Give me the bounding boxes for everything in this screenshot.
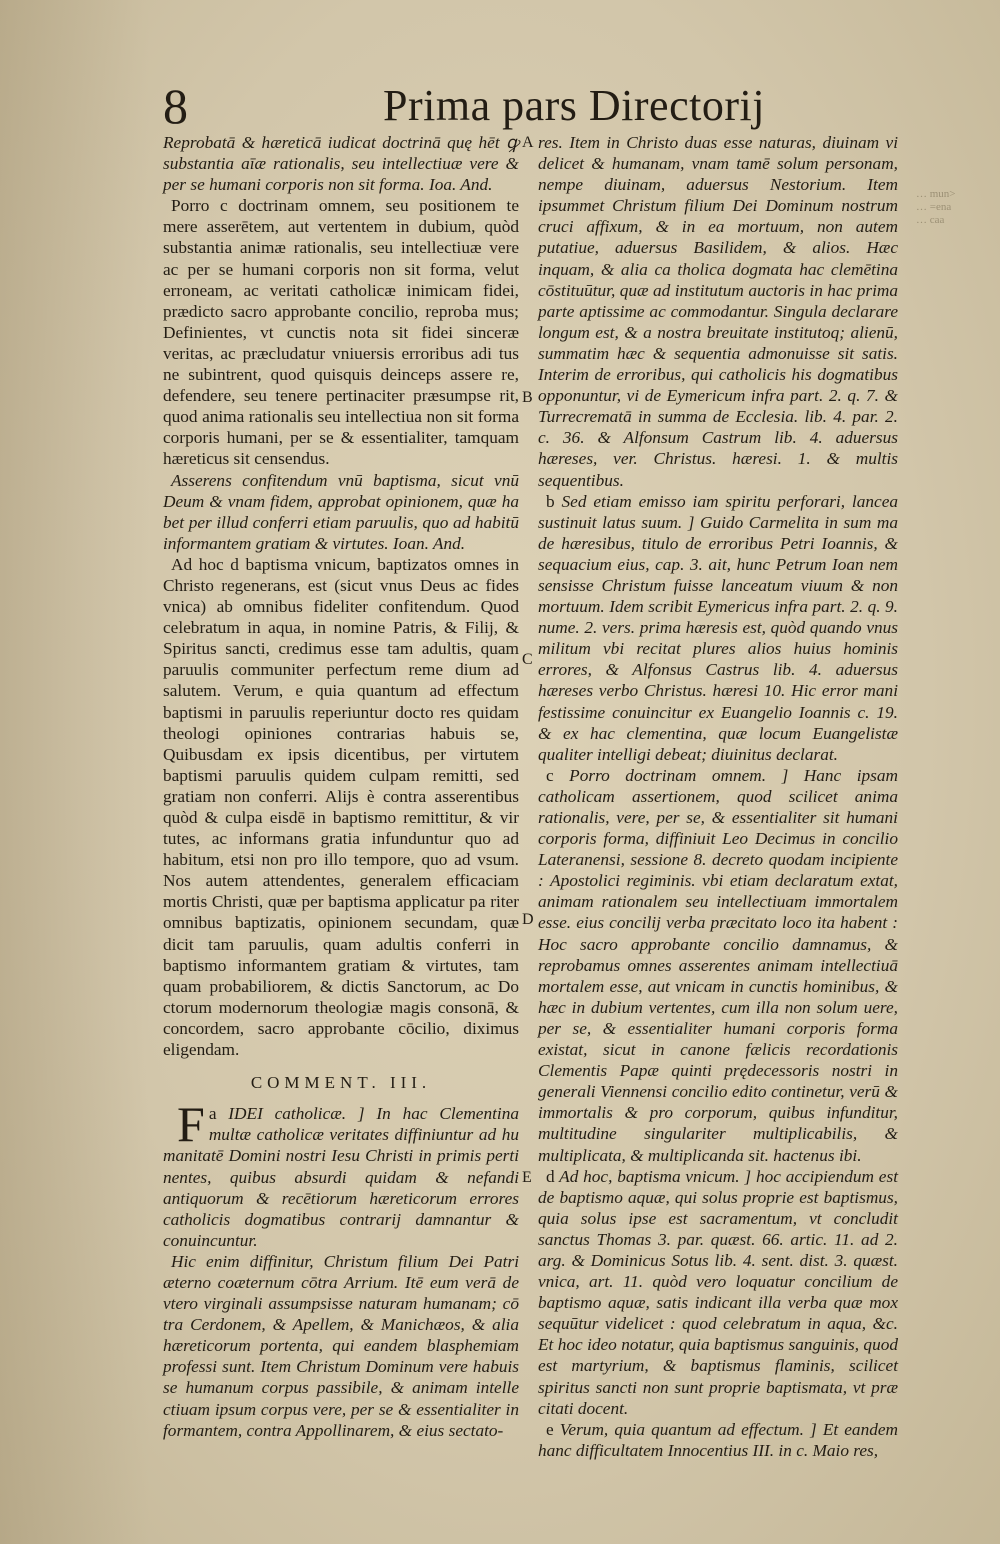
left-column xyxy=(163,132,519,1441)
commentary-paragraph: Hic enim diffinitur, Christum filium Dei Patri æterno coæternum cōtra Arrium. Itē eum verā de vtero virginali assumpsisse naturam humanam; cō tra Cerdonem, & Apellem, & Manichæos, & alia hæreticorum portenta, qui eandem blasphemiam professi sunt. Item Christum Dominum vere habuis se humanum corpus passibile, & animam intelle ctiuam ipsum corpus vere, per se & essentialiter in formantem, contra Appollinarem, & eius sectato- xyxy=(163,1251,519,1440)
commentary-note-a-text: IDEI catholicæ. ] In hac Clementina multæ catholicæ veritates diffiniuntur ad hu manitatē Domini nostri Iesu Christi in primis perti nentes, quibus absurdi quidam & nefandi antiquorum & recētiorum hæreticorum errores catholicis dogmatibus contrarij damnantur & conuincuntur. xyxy=(163,1104,520,1250)
commentary-note-b-text: Sed etiam emisso iam spiritu perforari, lancea sustinuit latus suum. ] Guido Carmelita in sum ma de hæresibus, titulo de erroribus Petri Ioannis, & sequacium eius, cap. 3. ait, hunc Petrum Ioan nem sensisse Christum fuisse lanceatum viuum & non mortuum. Idem scribit Eymericus infra part. 2. q. 9. nume. 2. vers. prima hæresis est, quòd quando vnus militum vbi recitat plures alios huius hominis errores, & Alfonsus Castrus lib. 4. aduersus hæreses verbo Christus. hæresi 10. Hic error mani festissime conuincitur ex Euangelio Ioannis c. 19. & ex hac clementina, quæ locum Euangelistæ qualiter intelligi debeat; diuinitus declarat. xyxy=(538,491,899,764)
decree-paragraph-2: Ad hoc d baptisma vnicum, baptizatos omnes in Christo regenerans, est (sicut vnus Deus ac fides vnica) ab omnibus fideliter confitendum. Quod celebratum in aqua, in nomine Patris, & Filij, & Spiritus sancti, credimus esse tam adultis, quam paruulis communiter perfectum reme dium ad salutem. Verum, e quia quantum ad effectum baptismi in paruulis reperiuntur docto res quidam theologi opiniones contrarias habuis se, Quibusdam ex ipsis dicentibus, per virtutem baptismi paruulis quidem culpam remitti, sed gratiam non conferri. Alijs è contra asserentibus quòd & culpa eisdē in baptismo remittitur, & vir tutes, ac informans gratia infunduntur quo ad habitum, etsi non pro illo tempore, quo ad vsum. Nos autem attendentes, generalem efficaciam mortis Christi, quæ per baptisma applicatur pa riter omnibus baptizatis, opinionem secundam, quæ dicit tam paruulis, quam adultis conferri in baptismo informantem gratiam & virtutes, tam quam probabiliorem, & dictis Sanctorum, ac Do ctorum modernorum theologiæ magis consonā, & concordem, sacro approbante cōcilio, diximus eligendam. xyxy=(163,554,519,1060)
right-paragraph-1: res. Item in Christo duas esse naturas, diuinam vi delicet & humanam, vnam tamē solum personam, nempe diuinam, aduersus Nestorium. Item ipsummet Christum filium Dei Dominum nostrum cruci affixum, & in ea mortuum, non autem putatiue, aduersus Basilidem, & alios. Hæc inquam, & alia ca tholica dogmata hac clemētina cōstituūtur, quæ ad institutum auctoris in hac prima parte aptissime ac commodantur. Singula declarare longum est, & a nostra breuitate institutoq; alienū, summatim hæc & sequentia admonuisse sit satis. Interim de erroribus, qui catholicis his dogmatibus opponuntur, vi de Eymericum infra part. 2. q. 7. & Turrecrematā in summa de Ecclesia. lib. 4. par. 2. c. 36. & Alfonsum Castrum lib. 4. aduersus hæreses, ver. Christus. hæresi. 1. & multis sequentibus. xyxy=(538,133,898,490)
bleed-line: … caa xyxy=(916,214,945,226)
decree-paragraph-1: Porro c doctrinam omnem, seu positionem te mere asserētem, aut vertentem in dubium, quòd substantia animæ rationalis, seu intellectiuæ vere ac per se humani corporis non sit forma, velut erroneam, ac veritati catholicæ inimicam fidei, prædicto sacro approbante concilio, reproba mus; Definientes, vt cunctis nota sit fidei sinceræ veritas, ac præcludatur vniuersis erroribus adi tus ne subintrent, quod quisquis deinceps assere re, defendere, seu tenere pertinaciter præsumpse rit, quod anima rationalis seu intellectiua non sit forma corporis humani, per se & essentialiter, tamquam hæreticus sit censendus. xyxy=(163,196,519,469)
margin-letter-e: E xyxy=(522,1169,532,1186)
page-number: 8 xyxy=(163,78,188,134)
summary-paragraph-2: Asserens confitendum vnū baptisma, sicut vnū Deum & vnam fidem, approbat opinionem, quæ ha bet per illud conferri etiam paruulis, quo ad habitū informantem gratiam & virtutes. Ioan. And. xyxy=(163,470,519,553)
drop-cap-initial: F xyxy=(177,1096,205,1153)
commentary-note-a xyxy=(163,1096,520,1251)
commentary-note-c xyxy=(538,765,898,1166)
margin-letter-b: B xyxy=(522,389,533,406)
note-mark-c: c xyxy=(546,765,554,785)
commentary-note-c-text: Porro doctrinam omnem. ] Hanc ipsam catholicam assertionem, quod scilicet anima rationalis, vere, per se, & essentialiter sit humani corporis forma, diffiniuit Leo Decimus in concilio Lateranensi, sessione 8. decreto quodam incipiente : Apostolici regiminis. vbi etiam declaratum extat, animam rationalem seu intellectiuam immortalem esse. eius concilij verba præcitato loco ita habent : Hoc sacro approbante concilio damnamus, & reprobamus omnes asserentes animam intellectiuā mortalem esse, aut vnicam in cunctis hominibus, & hæc in dubium vertentes, cum illa non solum uere, per se, & essentialiter humani corporis forma existat, sicut in canone fælicis recordationis Clementis Papæ quinti prędecessoris nostri in generali Viennensi concilio edito continetur, verū & immortalis & pro corporum, quibus infunditur, multitudine singulariter multiplicabilis, & multiplicata, & multiplicanda sit. hactenus ibi. xyxy=(538,765,898,1165)
bleed-line: … mun> xyxy=(916,188,956,200)
margin-letter-c: C xyxy=(522,651,533,668)
note-mark-a: a xyxy=(208,1104,217,1124)
note-mark-e: e xyxy=(546,1419,554,1439)
commentary-note-d xyxy=(538,1166,898,1419)
commentary-note-d-text: Ad hoc, baptisma vnicum. ] hoc accipiendum est de baptismo aquæ, qui solus proprie est baptismus, quia solus ipse est sacramentum, vt concludit sanctus Thomas 3. par. quæst. 66. artic. 11. ad 2. arg. & Dominicus Sotus lib. 4. sent. dist. 3. quæst. vnica, art. 11. quòd vero loquatur concilium de baptismo aquæ, satis indicant illa verba quæ mox sequūtur videlicet : quod celebratum in aqua, &c. Et hoc ideo notatur, quia baptismus sanguinis, quod est martyrium, & baptismus flaminis, scilicet spiritus sancti non sunt proprie baptismata, vt præ citati docent. xyxy=(538,1166,898,1418)
margin-letter-d: D xyxy=(522,911,534,928)
right-column xyxy=(538,132,898,1461)
margin-letter-a: A xyxy=(522,134,534,151)
commentary-heading: COMMENT. III. xyxy=(250,1073,432,1093)
bleed-through-text xyxy=(916,188,1000,227)
summary-paragraph-1: Reprobatā & hæreticā iudicat doctrinā quę hēt ꝙ substantia aīæ rationalis, seu intellectiuæ vere & per se humani corporis non sit forma. Ioa. And. xyxy=(163,133,519,195)
running-title: Prima pars Directorij xyxy=(383,81,765,130)
commentary-note-e-text: Verum, quia quantum ad effectum. ] Et eandem hanc difficultatem Innocentius III. in c. Maio res, xyxy=(538,1419,898,1460)
note-mark-d: d xyxy=(546,1166,555,1186)
page-header xyxy=(0,78,1000,138)
page-gutter-shadow xyxy=(0,0,150,1544)
commentary-note-e xyxy=(538,1419,898,1461)
note-mark-b: b xyxy=(546,491,555,511)
commentary-note-b xyxy=(538,491,898,765)
bleed-line: … =ena xyxy=(916,201,952,213)
